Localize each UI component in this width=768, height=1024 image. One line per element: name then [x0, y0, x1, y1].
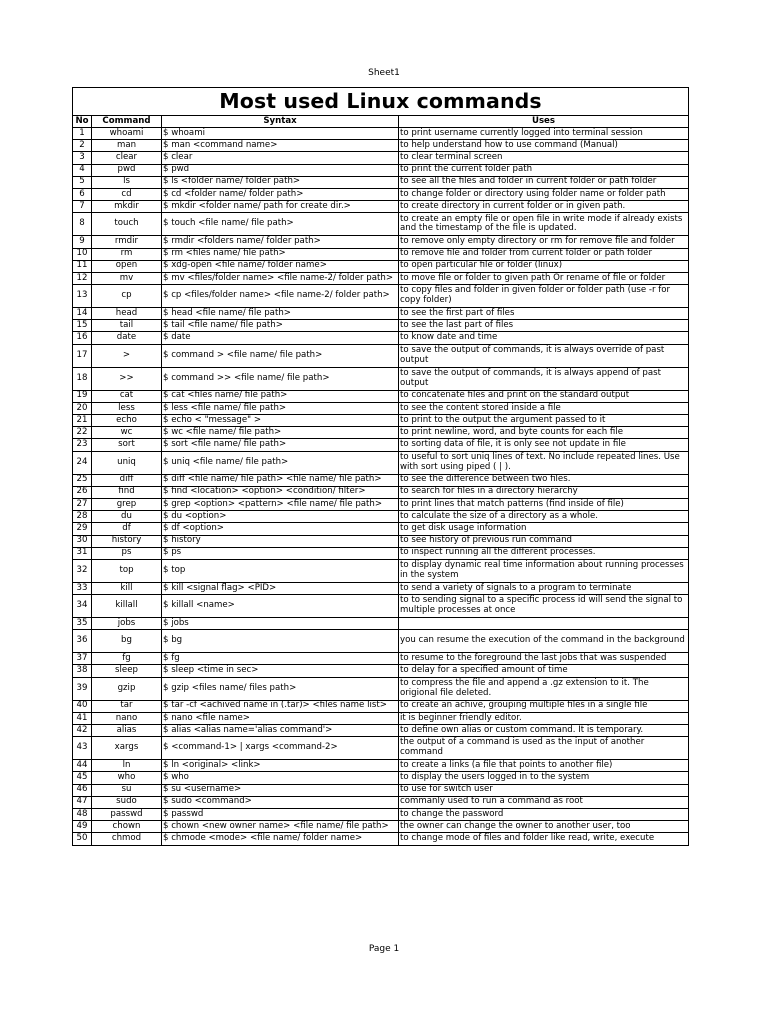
command-cell: ls: [92, 176, 162, 188]
row-number-cell: 8: [73, 213, 92, 236]
table-row: [73, 784, 688, 796]
command-cell: sort: [92, 439, 162, 451]
table-row: [73, 332, 688, 344]
uses-cell: to send a variety of signals to a program to terminate: [399, 582, 689, 594]
syntax-cell: $ cp <files/folder name> <file name-2/ folder path>: [162, 285, 399, 308]
command-cell: killall: [92, 595, 162, 618]
syntax-cell: $ kill <signal flag> <PID>: [162, 582, 399, 594]
syntax-cell: $ diff <file name/ file path> <file name/ file path>: [162, 474, 399, 486]
row-number-cell: 41: [73, 712, 92, 724]
table-row: [73, 260, 688, 272]
row-number-cell: 18: [73, 367, 92, 390]
row-number-cell: 50: [73, 833, 92, 845]
syntax-cell: $ du <option>: [162, 511, 399, 523]
syntax-cell: $ grep <option> <pattern> <file name/ file path>: [162, 498, 399, 510]
uses-cell: to print to the output the argument passed to it: [399, 415, 689, 427]
command-cell: xargs: [92, 737, 162, 760]
command-cell: ps: [92, 547, 162, 559]
uses-cell: to inspect running all the different processes.: [399, 547, 689, 559]
table-row: [73, 140, 688, 152]
command-cell: cp: [92, 285, 162, 308]
uses-cell: to create a links (a file that points to another file): [399, 760, 689, 772]
uses-cell: to remove file and folder from current folder or path folder: [399, 248, 689, 260]
table-row: [73, 712, 688, 724]
command-cell: echo: [92, 415, 162, 427]
command-cell: clear: [92, 152, 162, 164]
command-cell: cat: [92, 390, 162, 402]
column-header-syntax: Syntax: [162, 116, 399, 128]
row-number-cell: 19: [73, 390, 92, 402]
command-cell: rmdir: [92, 236, 162, 248]
command-cell: cd: [92, 188, 162, 200]
command-cell: diff: [92, 474, 162, 486]
table-row: [73, 725, 688, 737]
table-row: [73, 128, 688, 140]
uses-cell: to remove only empty directory or rm for remove file and folder: [399, 236, 689, 248]
row-number-cell: 44: [73, 760, 92, 772]
command-cell: kill: [92, 582, 162, 594]
command-cell: >: [92, 344, 162, 367]
table-row: [73, 367, 688, 390]
table-row: [73, 188, 688, 200]
uses-cell: to save the output of commands, it is always append of past output: [399, 367, 689, 390]
row-number-cell: 45: [73, 772, 92, 784]
row-number-cell: 7: [73, 201, 92, 213]
table-row: [73, 320, 688, 332]
syntax-cell: $ nano <file name>: [162, 712, 399, 724]
command-cell: date: [92, 332, 162, 344]
syntax-cell: $ chown <new owner name> <file name/ file path>: [162, 821, 399, 833]
row-number-cell: 3: [73, 152, 92, 164]
table-row: [73, 559, 688, 582]
row-number-cell: 21: [73, 415, 92, 427]
syntax-cell: $ wc <file name/ file path>: [162, 427, 399, 439]
command-cell: pwd: [92, 164, 162, 176]
table-row: [73, 344, 688, 367]
row-number-cell: 35: [73, 618, 92, 630]
syntax-cell: $ who: [162, 772, 399, 784]
table-row: [73, 796, 688, 808]
row-number-cell: 40: [73, 700, 92, 712]
uses-cell: to see the difference between two files.: [399, 474, 689, 486]
table-row: [73, 201, 688, 213]
syntax-cell: $ pwd: [162, 164, 399, 176]
row-number-cell: 23: [73, 439, 92, 451]
uses-cell: to clear terminal screen: [399, 152, 689, 164]
command-cell: su: [92, 784, 162, 796]
row-number-cell: 42: [73, 725, 92, 737]
command-cell: alias: [92, 725, 162, 737]
table-row: [73, 164, 688, 176]
command-cell: fg: [92, 653, 162, 665]
row-number-cell: 29: [73, 523, 92, 535]
syntax-cell: $ xdg-open <file name/ folder name>: [162, 260, 399, 272]
row-number-cell: 38: [73, 665, 92, 677]
uses-cell: to delay for a specified amount of time: [399, 665, 689, 677]
syntax-cell: $ less <file name/ file path>: [162, 402, 399, 414]
uses-cell: to know date and time: [399, 332, 689, 344]
command-cell: man: [92, 140, 162, 152]
syntax-cell: $ tar -cf <achived name in (.tar)> <files name list>: [162, 700, 399, 712]
row-number-cell: 22: [73, 427, 92, 439]
uses-cell: to see the first part of files: [399, 308, 689, 320]
row-number-cell: 26: [73, 486, 92, 498]
command-cell: tail: [92, 320, 162, 332]
syntax-cell: $ head <file name/ file path>: [162, 308, 399, 320]
table-row: [73, 808, 688, 820]
row-number-cell: 32: [73, 559, 92, 582]
command-cell: >>: [92, 367, 162, 390]
row-number-cell: 15: [73, 320, 92, 332]
table-row: [73, 618, 688, 630]
uses-cell: to print username currently logged into terminal session: [399, 128, 689, 140]
table-row: [73, 439, 688, 451]
syntax-cell: $ chmode <mode> <file name/ folder name>: [162, 833, 399, 845]
table-row: [73, 402, 688, 414]
row-number-cell: 46: [73, 784, 92, 796]
syntax-cell: $ mv <files/folder name> <file name-2/ folder path>: [162, 272, 399, 284]
syntax-cell: $ passwd: [162, 808, 399, 820]
syntax-cell: $ ls <folder name/ folder path>: [162, 176, 399, 188]
row-number-cell: 14: [73, 308, 92, 320]
syntax-cell: $ sudo <command>: [162, 796, 399, 808]
row-number-cell: 24: [73, 451, 92, 474]
row-number-cell: 34: [73, 595, 92, 618]
uses-cell: to see the content stored inside a file: [399, 402, 689, 414]
row-number-cell: 9: [73, 236, 92, 248]
command-cell: uniq: [92, 451, 162, 474]
table-row: [73, 236, 688, 248]
uses-cell: to concatenate files and print on the standard output: [399, 390, 689, 402]
table-row: [73, 535, 688, 547]
uses-cell: to see all the files and folder in current folder or path folder: [399, 176, 689, 188]
command-cell: bg: [92, 630, 162, 653]
command-cell: who: [92, 772, 162, 784]
uses-cell: you can resume the execution of the command in the background: [399, 630, 689, 653]
row-number-cell: 31: [73, 547, 92, 559]
command-cell: touch: [92, 213, 162, 236]
row-number-cell: 27: [73, 498, 92, 510]
uses-cell: to see history of previous run command: [399, 535, 689, 547]
syntax-cell: $ uniq <file name/ file path>: [162, 451, 399, 474]
syntax-cell: $ date: [162, 332, 399, 344]
uses-cell: to copy files and folder in given folder or folder path (use -r for copy folder): [399, 285, 689, 308]
uses-cell: to search for files in a directory hierarchy: [399, 486, 689, 498]
uses-cell: to create an empty file or open file in write mode if already exists and the timestamp of the file is updated.: [399, 213, 689, 236]
table-row: [73, 498, 688, 510]
syntax-cell: $ fg: [162, 653, 399, 665]
column-header-command: Command: [92, 116, 162, 128]
table-row: [73, 390, 688, 402]
row-number-cell: 6: [73, 188, 92, 200]
syntax-cell: $ ln <original> <link>: [162, 760, 399, 772]
syntax-cell: $ ps: [162, 547, 399, 559]
column-header-no: No: [73, 116, 92, 128]
syntax-cell: $ command >> <file name/ file path>: [162, 367, 399, 390]
command-cell: passwd: [92, 808, 162, 820]
syntax-cell: $ alias <alias name='alias command'>: [162, 725, 399, 737]
row-number-cell: 11: [73, 260, 92, 272]
syntax-cell: $ sort <file name/ file path>: [162, 439, 399, 451]
table-row: [73, 213, 688, 236]
row-number-cell: 16: [73, 332, 92, 344]
uses-cell: to resume to the foreground the last jobs that was suspended: [399, 653, 689, 665]
uses-cell: it is beginner friendly editor.: [399, 712, 689, 724]
syntax-cell: $ command > <file name/ file path>: [162, 344, 399, 367]
syntax-cell: $ clear: [162, 152, 399, 164]
table-row: [73, 737, 688, 760]
command-cell: df: [92, 523, 162, 535]
uses-cell: to create directory in current folder or in given path.: [399, 201, 689, 213]
row-number-cell: 39: [73, 677, 92, 700]
uses-cell: to sorting data of file, it is only see not update in file: [399, 439, 689, 451]
syntax-cell: $ gzip <files name/ files path>: [162, 677, 399, 700]
uses-cell: to get disk usage information: [399, 523, 689, 535]
syntax-cell: $ whoami: [162, 128, 399, 140]
table-row: [73, 772, 688, 784]
row-number-cell: 28: [73, 511, 92, 523]
uses-cell: to define own alias or custom command. It is temporary.: [399, 725, 689, 737]
command-cell: du: [92, 511, 162, 523]
uses-cell: to change folder or directory using folder name or folder path: [399, 188, 689, 200]
table-row: [73, 486, 688, 498]
row-number-cell: 5: [73, 176, 92, 188]
table-row: [73, 833, 688, 845]
syntax-cell: $ df <option>: [162, 523, 399, 535]
syntax-cell: $ su <username>: [162, 784, 399, 796]
syntax-cell: $ tail <file name/ file path>: [162, 320, 399, 332]
table-header-row: [73, 116, 688, 128]
table-row: [73, 272, 688, 284]
syntax-cell: $ rm <files name/ file path>: [162, 248, 399, 260]
command-cell: history: [92, 535, 162, 547]
table-row: [73, 451, 688, 474]
uses-cell: to useful to sort uniq lines of text. No include repeated lines. Use with sort using piped ( | ).: [399, 451, 689, 474]
row-number-cell: 4: [73, 164, 92, 176]
command-cell: sleep: [92, 665, 162, 677]
row-number-cell: 49: [73, 821, 92, 833]
uses-cell: to print the current folder path: [399, 164, 689, 176]
row-number-cell: 47: [73, 796, 92, 808]
page-number-label: Page 1: [368, 944, 400, 954]
syntax-cell: $ mkdir <folder name/ path for create dir.>: [162, 201, 399, 213]
uses-cell: to compress the file and append a .gz extension to it. The origional file deleted.: [399, 677, 689, 700]
command-sheet: [72, 87, 689, 846]
row-number-cell: 17: [73, 344, 92, 367]
uses-cell: to save the output of commands, it is always override of past output: [399, 344, 689, 367]
uses-cell: to change mode of files and folder like read, write, execute: [399, 833, 689, 845]
command-cell: sudo: [92, 796, 162, 808]
row-number-cell: 13: [73, 285, 92, 308]
table-row: [73, 653, 688, 665]
command-cell: grep: [92, 498, 162, 510]
command-cell: gzip: [92, 677, 162, 700]
uses-cell: the owner can change the owner to another user, too: [399, 821, 689, 833]
table-row: [73, 665, 688, 677]
table-row: [73, 523, 688, 535]
syntax-cell: $ jobs: [162, 618, 399, 630]
uses-cell: to change the password: [399, 808, 689, 820]
table-row: [73, 152, 688, 164]
table-row: [73, 415, 688, 427]
uses-cell: to help understand how to use command (Manual): [399, 140, 689, 152]
row-number-cell: 10: [73, 248, 92, 260]
syntax-cell: $ cat <files name/ file path>: [162, 390, 399, 402]
command-cell: ln: [92, 760, 162, 772]
command-cell: find: [92, 486, 162, 498]
table-row: [73, 285, 688, 308]
syntax-cell: $ history: [162, 535, 399, 547]
command-cell: nano: [92, 712, 162, 724]
uses-cell: the output of a command is used as the input of another command: [399, 737, 689, 760]
row-number-cell: 48: [73, 808, 92, 820]
command-cell: open: [92, 260, 162, 272]
uses-cell: to use for switch user: [399, 784, 689, 796]
command-cell: jobs: [92, 618, 162, 630]
command-cell: head: [92, 308, 162, 320]
table-body: [73, 128, 688, 845]
table-row: [73, 427, 688, 439]
table-row: [73, 474, 688, 486]
uses-cell: to create an achive, grouping multiple files in a single file: [399, 700, 689, 712]
commands-table: [73, 116, 688, 845]
table-row: [73, 511, 688, 523]
uses-cell: commanly used to run a command as root: [399, 796, 689, 808]
table-row: [73, 595, 688, 618]
table-row: [73, 308, 688, 320]
syntax-cell: $ touch <file name/ file path>: [162, 213, 399, 236]
syntax-cell: $ man <command name>: [162, 140, 399, 152]
uses-cell: [399, 618, 689, 630]
table-row: [73, 582, 688, 594]
table-row: [73, 677, 688, 700]
command-cell: top: [92, 559, 162, 582]
command-cell: mkdir: [92, 201, 162, 213]
syntax-cell: $ killall <name>: [162, 595, 399, 618]
uses-cell: to to sending signal to a specific process id will send the signal to multiple processes at once: [399, 595, 689, 618]
column-header-uses: Uses: [399, 116, 689, 128]
table-row: [73, 630, 688, 653]
command-cell: chmod: [92, 833, 162, 845]
uses-cell: to print lines that match patterns (find inside of file): [399, 498, 689, 510]
table-row: [73, 547, 688, 559]
uses-cell: to open particular file or folder (linux): [399, 260, 689, 272]
syntax-cell: $ rmdir <folders name/ folder path>: [162, 236, 399, 248]
uses-cell: to display dynamic real time information about running processes in the system: [399, 559, 689, 582]
row-number-cell: 36: [73, 630, 92, 653]
uses-cell: to see the last part of files: [399, 320, 689, 332]
command-cell: mv: [92, 272, 162, 284]
command-cell: tar: [92, 700, 162, 712]
row-number-cell: 43: [73, 737, 92, 760]
command-cell: wc: [92, 427, 162, 439]
command-cell: less: [92, 402, 162, 414]
row-number-cell: 20: [73, 402, 92, 414]
table-row: [73, 760, 688, 772]
row-number-cell: 12: [73, 272, 92, 284]
row-number-cell: 25: [73, 474, 92, 486]
table-row: [73, 700, 688, 712]
command-cell: chown: [92, 821, 162, 833]
row-number-cell: 2: [73, 140, 92, 152]
command-cell: rm: [92, 248, 162, 260]
syntax-cell: $ <command-1> | xargs <command-2>: [162, 737, 399, 760]
table-row: [73, 176, 688, 188]
syntax-cell: $ bg: [162, 630, 399, 653]
syntax-cell: $ top: [162, 559, 399, 582]
row-number-cell: 33: [73, 582, 92, 594]
sheet-header-label: Sheet1: [368, 68, 400, 78]
sheet-title: Most used Linux commands: [73, 88, 688, 116]
uses-cell: to print newline, word, and byte counts for each file: [399, 427, 689, 439]
uses-cell: to display the users logged in to the system: [399, 772, 689, 784]
table-row: [73, 821, 688, 833]
syntax-cell: $ find <location> <option> <condition/ filter>: [162, 486, 399, 498]
row-number-cell: 1: [73, 128, 92, 140]
syntax-cell: $ sleep <time in sec>: [162, 665, 399, 677]
command-cell: whoami: [92, 128, 162, 140]
uses-cell: to calculate the size of a directory as a whole.: [399, 511, 689, 523]
uses-cell: to move file or folder to given path Or rename of file or folder: [399, 272, 689, 284]
syntax-cell: $ echo < "message" >: [162, 415, 399, 427]
row-number-cell: 30: [73, 535, 92, 547]
syntax-cell: $ cd <folder name/ folder path>: [162, 188, 399, 200]
row-number-cell: 37: [73, 653, 92, 665]
table-row: [73, 248, 688, 260]
